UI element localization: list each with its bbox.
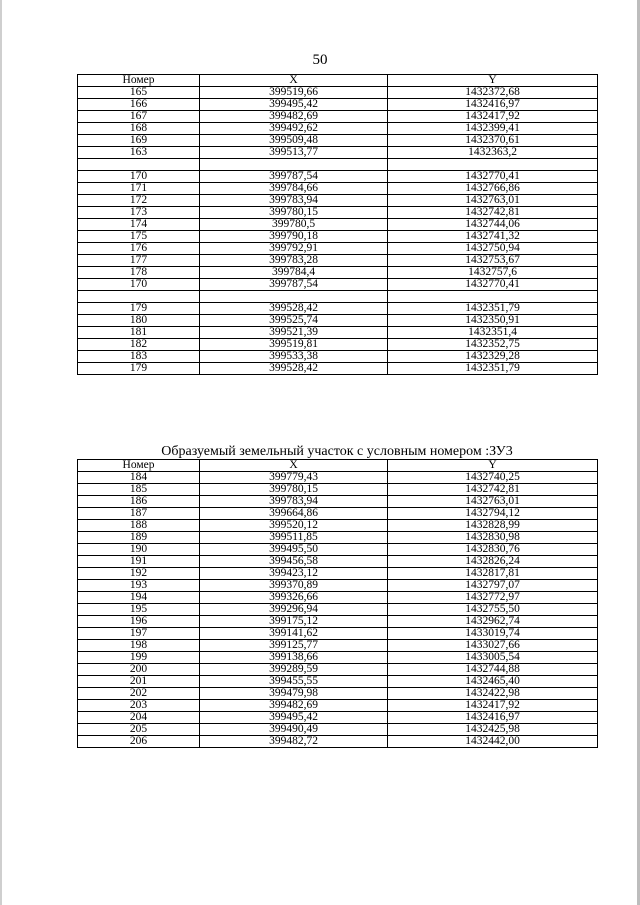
table-row (78, 255, 598, 267)
cell-x: 399779,43 (200, 472, 388, 484)
table-row (78, 267, 598, 279)
table-row (78, 640, 598, 652)
cell-y: 1432352,75 (388, 339, 598, 351)
cell-x: 399525,74 (200, 315, 388, 327)
cell-x: 399370,89 (200, 580, 388, 592)
cell-number: 173 (78, 207, 200, 219)
cell-x: 399787,54 (200, 279, 388, 291)
table-row (78, 724, 598, 736)
cell-y: 1432416,97 (388, 712, 598, 724)
header-x: X (200, 460, 388, 472)
cell-y: 1432744,88 (388, 664, 598, 676)
cell-x (200, 159, 388, 171)
cell-x: 399138,66 (200, 652, 388, 664)
cell-x: 399783,94 (200, 195, 388, 207)
cell-number: 194 (78, 592, 200, 604)
cell-y: 1432350,91 (388, 315, 598, 327)
cell-y: 1432425,98 (388, 724, 598, 736)
table-row (78, 652, 598, 664)
cell-x: 399528,42 (200, 303, 388, 315)
table-row (78, 351, 598, 363)
cell-y: 1432465,40 (388, 676, 598, 688)
cell-y: 1432797,07 (388, 580, 598, 592)
table-row (78, 339, 598, 351)
table-row (78, 700, 598, 712)
cell-x: 399528,42 (200, 363, 388, 375)
table-body-1 (78, 87, 598, 375)
table-row (78, 231, 598, 243)
cell-number: 180 (78, 315, 200, 327)
table-row (78, 628, 598, 640)
cell-number: 188 (78, 520, 200, 532)
cell-y: 1432753,67 (388, 255, 598, 267)
table-row (78, 315, 598, 327)
cell-number: 199 (78, 652, 200, 664)
cell-x: 399521,39 (200, 327, 388, 339)
table-row (78, 712, 598, 724)
cell-y: 1432962,74 (388, 616, 598, 628)
cell-x: 399479,98 (200, 688, 388, 700)
cell-number: 195 (78, 604, 200, 616)
cell-y: 1432830,98 (388, 532, 598, 544)
table-row (78, 195, 598, 207)
cell-y: 1432417,92 (388, 111, 598, 123)
cell-x: 399519,66 (200, 87, 388, 99)
cell-x: 399482,69 (200, 700, 388, 712)
cell-number: 192 (78, 568, 200, 580)
cell-x: 399783,94 (200, 496, 388, 508)
cell-x: 399664,86 (200, 508, 388, 520)
cell-y: 1432417,92 (388, 700, 598, 712)
cell-number: 165 (78, 87, 200, 99)
table-row (78, 592, 598, 604)
cell-x: 399289,59 (200, 664, 388, 676)
table-row (78, 171, 598, 183)
cell-x: 399780,5 (200, 219, 388, 231)
table-row (78, 580, 598, 592)
cell-x: 399175,12 (200, 616, 388, 628)
cell-number: 197 (78, 628, 200, 640)
cell-x: 399456,58 (200, 556, 388, 568)
cell-number: 178 (78, 267, 200, 279)
cell-x: 399520,12 (200, 520, 388, 532)
coordinates-table-2 (77, 459, 598, 748)
cell-x: 399423,12 (200, 568, 388, 580)
cell-number: 170 (78, 171, 200, 183)
table-row (78, 508, 598, 520)
table-row (78, 135, 598, 147)
cell-y: 1432329,28 (388, 351, 598, 363)
cell-number: 190 (78, 544, 200, 556)
cell-y: 1432826,24 (388, 556, 598, 568)
cell-x: 399455,55 (200, 676, 388, 688)
cell-y: 1432422,98 (388, 688, 598, 700)
page-edge-left (0, 0, 2, 905)
cell-number: 200 (78, 664, 200, 676)
cell-number: 184 (78, 472, 200, 484)
cell-x: 399783,28 (200, 255, 388, 267)
table-body-2 (78, 472, 598, 748)
cell-y: 1432399,41 (388, 123, 598, 135)
cell-y: 1432442,00 (388, 736, 598, 748)
cell-number: 168 (78, 123, 200, 135)
table-row (78, 472, 598, 484)
table-row (78, 243, 598, 255)
cell-x: 399780,15 (200, 207, 388, 219)
table-row (78, 520, 598, 532)
cell-x: 399490,49 (200, 724, 388, 736)
cell-y (388, 291, 598, 303)
header-y: Y (388, 75, 598, 87)
table-row (78, 183, 598, 195)
cell-number: 187 (78, 508, 200, 520)
cell-y: 1432770,41 (388, 279, 598, 291)
cell-y: 1432372,68 (388, 87, 598, 99)
cell-number: 206 (78, 736, 200, 748)
table-row (78, 616, 598, 628)
cell-number: 191 (78, 556, 200, 568)
cell-y: 1432363,2 (388, 147, 598, 159)
cell-y: 1432772,97 (388, 592, 598, 604)
cell-number: 166 (78, 99, 200, 111)
cell-y: 1432742,81 (388, 484, 598, 496)
cell-number: 175 (78, 231, 200, 243)
cell-x: 399513,77 (200, 147, 388, 159)
cell-x: 399495,42 (200, 712, 388, 724)
table-row (78, 496, 598, 508)
cell-number: 172 (78, 195, 200, 207)
cell-number: 169 (78, 135, 200, 147)
cell-x: 399509,48 (200, 135, 388, 147)
cell-x: 399787,54 (200, 171, 388, 183)
cell-x: 399492,62 (200, 123, 388, 135)
cell-y: 1432351,4 (388, 327, 598, 339)
cell-number: 196 (78, 616, 200, 628)
cell-x (200, 291, 388, 303)
cell-x: 399125,77 (200, 640, 388, 652)
cell-number: 189 (78, 532, 200, 544)
table-row (78, 147, 598, 159)
cell-y: 1432370,61 (388, 135, 598, 147)
cell-x: 399790,18 (200, 231, 388, 243)
cell-number: 182 (78, 339, 200, 351)
header-y: Y (388, 460, 598, 472)
header-x: X (200, 75, 388, 87)
cell-number: 193 (78, 580, 200, 592)
cell-x: 399784,4 (200, 267, 388, 279)
cell-y: 1432740,25 (388, 472, 598, 484)
table-row (78, 111, 598, 123)
table-row (78, 484, 598, 496)
cell-x: 399482,72 (200, 736, 388, 748)
cell-number: 170 (78, 279, 200, 291)
cell-x: 399296,94 (200, 604, 388, 616)
cell-y: 1432830,76 (388, 544, 598, 556)
cell-x: 399495,50 (200, 544, 388, 556)
cell-y: 1432763,01 (388, 195, 598, 207)
cell-y: 1432757,6 (388, 267, 598, 279)
cell-x: 399482,69 (200, 111, 388, 123)
table-row (78, 207, 598, 219)
cell-x: 399792,91 (200, 243, 388, 255)
cell-y: 1432351,79 (388, 303, 598, 315)
table-row (78, 99, 598, 111)
cell-number: 163 (78, 147, 200, 159)
cell-x: 399326,66 (200, 592, 388, 604)
cell-number: 171 (78, 183, 200, 195)
page-number: 50 (312, 52, 328, 68)
cell-y (388, 159, 598, 171)
cell-number: 176 (78, 243, 200, 255)
cell-number: 177 (78, 255, 200, 267)
table-row (78, 219, 598, 231)
cell-number: 179 (78, 363, 200, 375)
cell-y: 1433027,66 (388, 640, 598, 652)
cell-number (78, 159, 200, 171)
cell-number: 203 (78, 700, 200, 712)
cell-y: 1432770,41 (388, 171, 598, 183)
coordinates-table-1 (77, 74, 598, 375)
cell-y: 1433019,74 (388, 628, 598, 640)
cell-number: 174 (78, 219, 200, 231)
cell-number: 198 (78, 640, 200, 652)
cell-y: 1432750,94 (388, 243, 598, 255)
cell-x: 399533,38 (200, 351, 388, 363)
table-row (78, 568, 598, 580)
table-row (78, 688, 598, 700)
cell-number: 204 (78, 712, 200, 724)
cell-y: 1432351,79 (388, 363, 598, 375)
cell-number (78, 291, 200, 303)
header-number: Номер (78, 460, 200, 472)
cell-y: 1432763,01 (388, 496, 598, 508)
table-row (78, 604, 598, 616)
table-row (78, 291, 598, 303)
cell-y: 1432766,86 (388, 183, 598, 195)
table-row (78, 736, 598, 748)
table-row (78, 664, 598, 676)
table-row (78, 363, 598, 375)
cell-x: 399495,42 (200, 99, 388, 111)
header-number: Номер (78, 75, 200, 87)
cell-number: 201 (78, 676, 200, 688)
table-row (78, 303, 598, 315)
cell-y: 1432828,99 (388, 520, 598, 532)
cell-x: 399784,66 (200, 183, 388, 195)
table-row (78, 159, 598, 171)
table-row (78, 676, 598, 688)
cell-y: 1432744,06 (388, 219, 598, 231)
cell-y: 1432817,81 (388, 568, 598, 580)
cell-x: 399141,62 (200, 628, 388, 640)
table-header-row (78, 460, 598, 472)
cell-y: 1433005,54 (388, 652, 598, 664)
table-row (78, 123, 598, 135)
cell-number: 185 (78, 484, 200, 496)
cell-x: 399511,85 (200, 532, 388, 544)
cell-number: 181 (78, 327, 200, 339)
table-row (78, 532, 598, 544)
cell-y: 1432755,50 (388, 604, 598, 616)
cell-y: 1432794,12 (388, 508, 598, 520)
table-row (78, 327, 598, 339)
cell-number: 205 (78, 724, 200, 736)
cell-y: 1432742,81 (388, 207, 598, 219)
cell-y: 1432741,32 (388, 231, 598, 243)
cell-number: 167 (78, 111, 200, 123)
section-title: Образуемый земельный участок с условным номером :ЗУ3 (161, 444, 513, 459)
table-row (78, 87, 598, 99)
cell-x: 399519,81 (200, 339, 388, 351)
table-row (78, 556, 598, 568)
cell-number: 183 (78, 351, 200, 363)
cell-number: 186 (78, 496, 200, 508)
table-row (78, 544, 598, 556)
table-row (78, 279, 598, 291)
table-header-row (78, 75, 598, 87)
cell-x: 399780,15 (200, 484, 388, 496)
cell-y: 1432416,97 (388, 99, 598, 111)
cell-number: 202 (78, 688, 200, 700)
cell-number: 179 (78, 303, 200, 315)
